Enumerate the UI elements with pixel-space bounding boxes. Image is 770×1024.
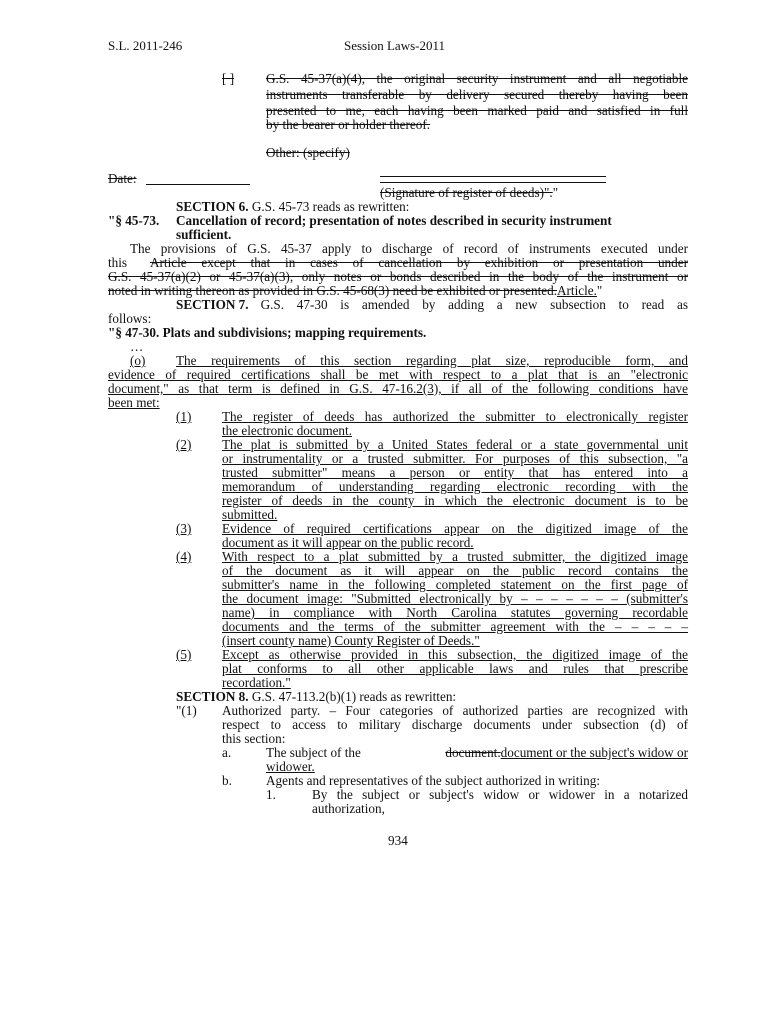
section-6-body: The provisions of G.S. 45-37 apply to discharge of record of instruments executed under [130,241,688,256]
form-item-line: presented to me, each having been marked paid and satisfied in full [266,103,688,118]
section-6-title-number: "§ 45-73. [108,213,160,228]
sub-b-text: Agents and representatives of the subject authorized in writing: [266,773,600,788]
item-text: recordation." [222,675,291,690]
sub-a-text-cont: widower. [266,759,315,774]
page-number: 934 [388,833,408,848]
item-text: the electronic document. [222,423,352,438]
form-item-line: by the bearer or holder thereof. [266,117,431,132]
subsection-o-text: The requirements of this section regarding plat size, reproducible form, and [176,353,688,368]
item-text: submitted. [222,507,278,522]
section-8-heading: SECTION 8. G.S. 47-113.2(b)(1) reads as rewritten: [176,689,457,704]
sub-b-label: b. [222,773,232,788]
section-6-title: Cancellation of record; presentation of notes described in security instrument [176,213,612,228]
item-text: name) in compliance with North Carolina statutes governing recordable [222,605,688,620]
sub-1-label: 1. [266,787,276,802]
item-text: document as it will appear on the public record. [222,535,474,550]
item-text: Except as otherwise provided in this subsection, the digitized image of the [222,647,688,662]
section-6-body-struck: G.S. 45-37(a)(2) or 45-37(a)(3), only notes or bonds described in the body of the instrument or [108,269,688,284]
form-item-line: G.S. 45-37(a)(4), the original security instrument and all negotiable [266,71,688,86]
section-7-heading-cont: follows: [108,311,152,326]
ellipsis: … [130,339,144,354]
item-text: memorandum of understanding regarding electronic recording with the [222,479,688,494]
item-text: With respect to a plat submitted by a trusted submitter, the digitized image [222,549,688,564]
item-number: (5) [176,647,192,662]
subsection-o-text: document," as that term is defined in G.S. 47-16.2(3), if all of the following conditions have [108,381,688,396]
subsection-o-label: (o) [130,353,146,368]
item-text: the document image: "Submitted electronically by – – – – – – – (submitter's [222,591,688,606]
running-header-center: Session Laws-2011 [344,38,445,53]
form-item-line: instruments transferable by delivery secured thereby having been [266,87,688,102]
item-text: (insert county name) County Register of Deeds." [222,633,480,648]
sub-a-label: a. [222,745,232,760]
section-6-title-cont: sufficient. [176,227,232,242]
form-other-specify: Other: (specify) [266,145,350,160]
paragraph-1-text: Authorized party. – Four categories of authorized parties are recognized with [222,703,688,718]
paragraph-1-text: respect to access to military discharge documents under subsection (d) of [222,717,688,732]
subsection-o-text: evidence of required certifications shall be met with respect to a plat that is an "electronic [108,367,688,382]
sub-1-text-cont: authorization, [312,801,385,816]
item-text: or instrumentality or a trusted submitter. For purposes of this subsection, "a [222,451,688,466]
signature-caption: (Signature of register of deeds)"." [380,185,559,200]
item-number: (2) [176,437,192,452]
item-text: The plat is submitted by a United States federal or a state governmental unit [222,437,688,452]
item-number: (3) [176,521,192,536]
item-text: documents and the terms of the submitter agreement with the – – – – – [222,619,688,634]
item-text: plat conforms to all other applicable laws and rules that prescribe [222,661,688,676]
section-7-title: "§ 47-30. Plats and subdivisions; mapping requirements. [108,325,427,340]
signature-rule-lower [380,182,606,183]
paragraph-1-text: this section: [222,731,286,746]
section-6-heading: SECTION 6. G.S. 45-73 reads as rewritten: [176,199,410,214]
item-text: submitter's name in the following completed statement on the first page of [222,577,688,592]
item-text: Evidence of required certifications appear on the digitized image of the [222,521,688,536]
checkbox-mark: [ ] [222,71,235,86]
section-6-body: this Article except that in cases of cancellation by exhibition or presentation under [108,255,688,270]
item-number: (4) [176,549,192,564]
item-text: The register of deeds has authorized the submitter to electronically register [222,409,688,424]
item-text: trusted submitter" means a person or entity that has entered into a [222,465,688,480]
item-text: of the document as it will appear on the public record contains the [222,563,688,578]
item-number: (1) [176,409,192,424]
sub-a-text: The subject of the document.document or the subject's widow or [266,745,688,760]
paragraph-1-number: "(1) [176,703,197,718]
running-header-left: S.L. 2011-246 [108,38,183,53]
date-rule [146,184,250,185]
sub-1-text: By the subject or subject's widow or widower in a notarized [312,787,688,802]
subsection-o-text: been met: [108,395,160,410]
date-label: Date: [108,171,137,186]
section-6-body-last: noted in writing thereon as provided in G.S. 45-68(3) need be exhibited or presented.Article." [108,283,603,298]
item-text: register of deeds in the county in which the electronic document is to be [222,493,688,508]
signature-rule-upper [380,176,606,177]
section-7-heading: SECTION 7. G.S. 47-30 is amended by adding a new subsection to read as [176,297,688,312]
